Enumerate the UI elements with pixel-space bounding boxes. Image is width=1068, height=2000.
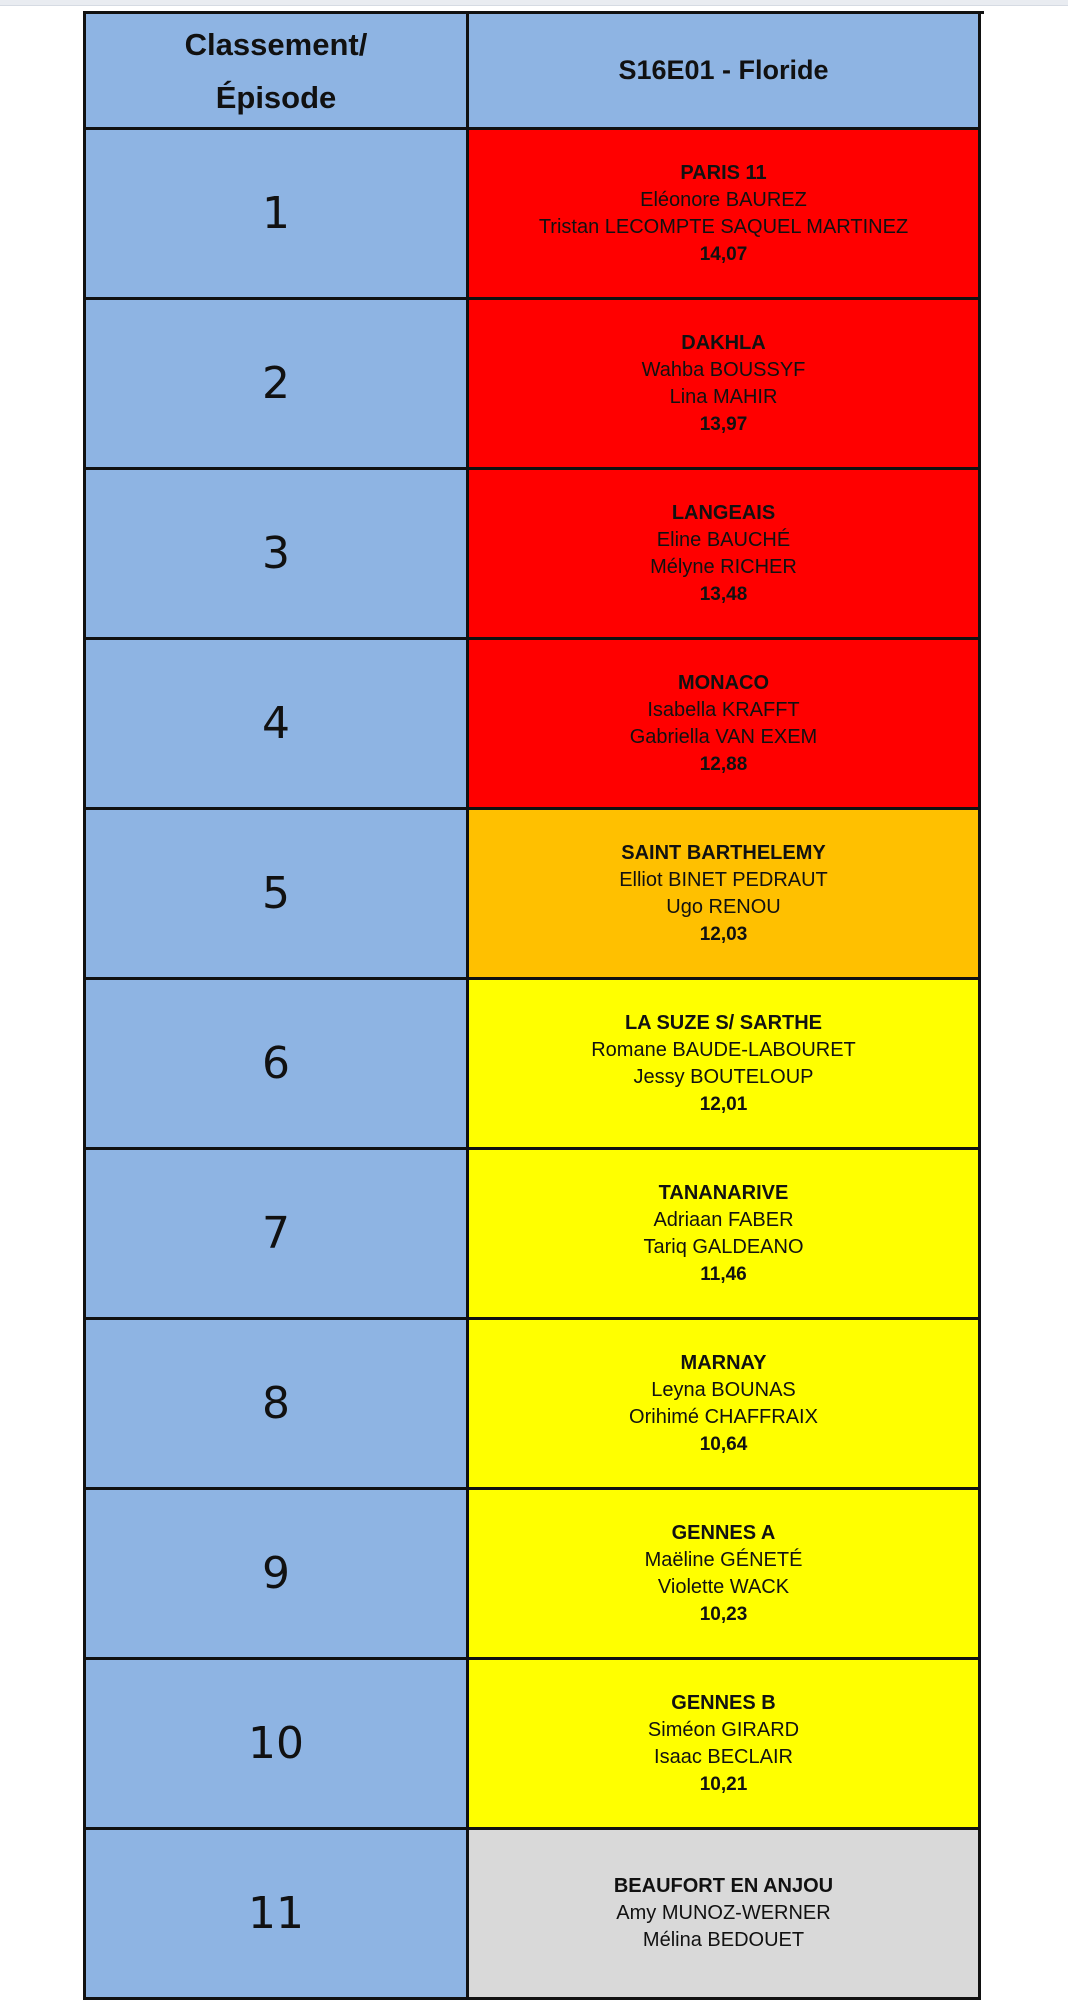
rank-cell [86, 810, 469, 980]
table-row [86, 300, 984, 470]
rank-cell [86, 1320, 469, 1490]
team-score: 12,01 [699, 1093, 748, 1115]
table-row [86, 1830, 984, 2000]
episode-column-header [469, 14, 981, 130]
member-name: Violette WACK [657, 1575, 790, 1598]
rank-number: 2 [262, 358, 290, 409]
member-name: Elliot BINET PEDRAUT [619, 868, 828, 891]
rank-number: 5 [262, 868, 290, 919]
member-name: Romane BAUDE-LABOURET [591, 1038, 856, 1061]
team-cell [469, 1830, 981, 2000]
table-row [86, 470, 984, 640]
rank-header-line2: Épisode [215, 79, 337, 115]
member-name: Jessy BOUTELOUP [633, 1065, 814, 1088]
team-cell [469, 130, 981, 300]
rank-number: 8 [262, 1378, 290, 1429]
team-name: LANGEAIS [671, 501, 776, 524]
team-score: 10,23 [699, 1603, 748, 1625]
team-score: 10,21 [699, 1773, 748, 1795]
team-cell [469, 810, 981, 980]
team-name: GENNES B [671, 1691, 776, 1714]
team-score: 14,07 [699, 243, 748, 265]
team-name: PARIS 11 [680, 161, 767, 184]
member-name: Wahba BOUSSYF [641, 358, 806, 381]
team-score: 11,46 [700, 1263, 747, 1285]
team-cell [469, 470, 981, 640]
team-cell [469, 640, 981, 810]
rank-cell [86, 1830, 469, 2000]
member-name: Ugo RENOU [666, 895, 781, 918]
team-name: SAINT BARTHELEMY [621, 841, 826, 864]
team-name: MARNAY [680, 1351, 767, 1374]
rank-cell [86, 640, 469, 810]
member-name: Orihimé CHAFFRAIX [629, 1405, 818, 1428]
rank-cell [86, 1660, 469, 1830]
top-bar [0, 0, 1068, 6]
member-name: Isabella KRAFFT [647, 698, 800, 721]
team-score: 12,88 [699, 753, 748, 775]
team-name: TANANARIVE [658, 1181, 789, 1204]
table-row [86, 1150, 984, 1320]
table-row [86, 980, 984, 1150]
rank-number: 9 [262, 1548, 290, 1599]
table-row [86, 1660, 984, 1830]
rank-number: 1 [262, 188, 290, 239]
rank-number: 7 [262, 1208, 290, 1259]
member-name: Lina MAHIR [669, 385, 778, 408]
member-name: Eline BAUCHÉ [656, 528, 791, 551]
member-name: Amy MUNOZ-WERNER [616, 1902, 831, 1924]
team-name: BEAUFORT EN ANJOU [613, 1875, 834, 1897]
table-row [86, 1320, 984, 1490]
rank-cell [86, 130, 469, 300]
ranking-table [83, 11, 984, 2000]
member-name: Mélyne RICHER [650, 555, 797, 578]
table-row [86, 1490, 984, 1660]
member-name: Gabriella VAN EXEM [629, 725, 818, 748]
team-name: MONACO [677, 671, 770, 694]
table-row [86, 130, 984, 300]
rank-number: 4 [262, 698, 290, 749]
rank-number: 10 [248, 1718, 304, 1769]
member-name: Tariq GALDEANO [643, 1235, 804, 1258]
team-score: 10,64 [699, 1433, 748, 1455]
team-score: 13,48 [699, 583, 748, 605]
team-cell [469, 1320, 981, 1490]
table-row [86, 640, 984, 810]
table-body [86, 130, 984, 2000]
team-name: LA SUZE S/ SARTHE [624, 1011, 823, 1034]
member-name: Siméon GIRARD [647, 1718, 800, 1741]
rank-number: 11 [248, 1888, 304, 1939]
team-cell [469, 1660, 981, 1830]
team-score: 12,03 [699, 923, 748, 945]
rank-cell [86, 980, 469, 1150]
team-score: 13,97 [699, 413, 748, 435]
table-row [86, 810, 984, 980]
team-name: GENNES A [671, 1521, 776, 1544]
rank-cell [86, 1150, 469, 1320]
member-name: Adriaan FABER [653, 1208, 794, 1231]
rank-cell [86, 300, 469, 470]
team-cell [469, 1150, 981, 1320]
member-name: Mélina BEDOUET [642, 1929, 805, 1951]
rank-number: 6 [262, 1038, 290, 1089]
team-cell [469, 1490, 981, 1660]
member-name: Isaac BECLAIR [654, 1745, 793, 1768]
member-name: Maëline GÉNETÉ [644, 1548, 803, 1571]
member-name: Tristan LECOMPTE SAQUEL MARTINEZ [538, 215, 909, 238]
rank-cell [86, 470, 469, 640]
team-cell [469, 980, 981, 1150]
rank-column-header [86, 14, 469, 130]
member-name: Eléonore BAUREZ [640, 188, 807, 211]
rank-header-line1: Classement/ [184, 26, 368, 62]
team-name: DAKHLA [681, 331, 766, 354]
episode-title: S16E01 - Floride [618, 55, 829, 85]
rank-number: 3 [262, 528, 290, 579]
table-header-row [86, 14, 984, 130]
member-name: Leyna BOUNAS [651, 1378, 796, 1401]
rank-cell [86, 1490, 469, 1660]
team-cell [469, 300, 981, 470]
